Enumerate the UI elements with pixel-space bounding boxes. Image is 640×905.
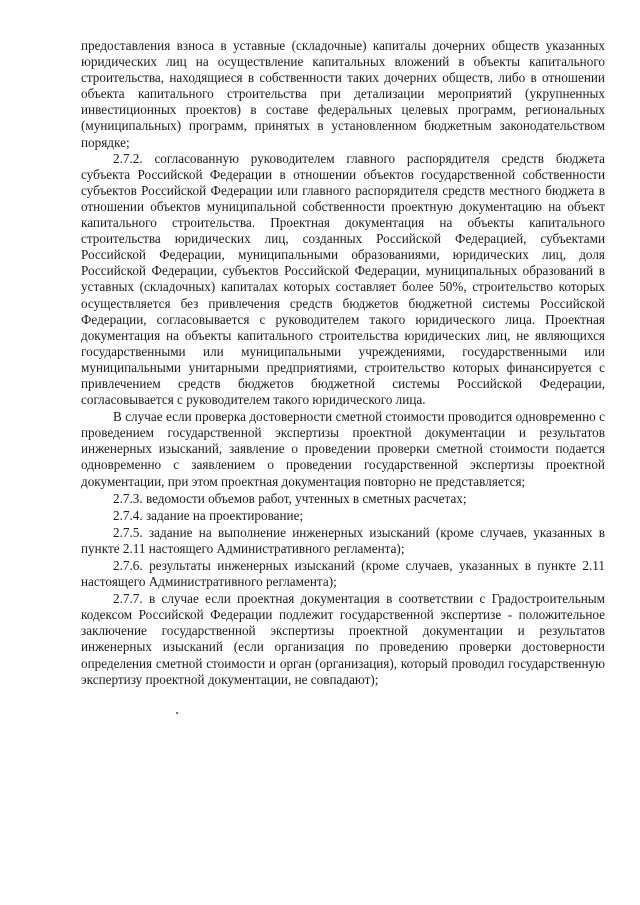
paragraph-2-7-4: 2.7.4. задание на проектирование; [113, 507, 304, 523]
paragraph-2-7-3: 2.7.3. ведомости объемов работ, учтенных в сметных расчетах; [113, 490, 467, 506]
paragraph-2-7-6: 2.7.6. результаты инженерных изысканий (кроме случаев, указанных в пункте 2.11 настоящего Административного регламента); [81, 558, 605, 590]
paragraph-continuation: предоставления взноса в уставные (складочные) капиталы дочерних обществ указанных юридических лиц на осуществление капитальных вложений в объекты капитального строительства, находящиеся в собственности таких дочерних обществ, либо в отношении объекта капитального строительства при детализации мероприятий (укрупненных инвестиционных проектов) в составе федеральных целевых программ, региональных (муниципальных) программ, принятых в установленном бюджетным законодательством порядке; [81, 38, 605, 150]
paragraph-2-7-2: 2.7.2. согласованную руководителем главного распорядителя средств бюджета субъекта Российской Федерации в отношении объектов государственной собственности субъектов Российской Федерации или главного распорядителя средств местного бюджета в отношении объектов муниципальной собственности проектную документацию на объект капитального строительства. Проектная документация на объекты капитального строительства юридических лиц, созданных Российской Федерацией, субъектами Российской Федерации, муниципальными образованиями, юридических лиц, доля Российской Федерации, субъектов Российской Федерации, муниципальных образований в уставных (складочных) капиталах которых составляет более 50%, строительство которых осуществляется без привлечения средств бюджетов бюджетной системы Российской Федерации, согласовывается с руководителем такого юридического лица. Проектная документация на объекты капитального строительства юридических лиц, не являющихся государственными или муниципальными учреждениями, государственными или муниципальными унитарными предприятиями, строительство которых финансируется с привлечением средств бюджетов бюджетной системы Российской Федерации, согласовывается с руководителем такого юридического лица. [81, 150, 605, 408]
paragraph-smeta-check: В случае если проверка достоверности сметной стоимости проводится одновременно с проведением государственной экспертизы проектной документации и результатов инженерных изысканий, заявление о проведении проверки сметной стоимости подается одновременно с заявлением о проведении государственной экспертизы проектной документации, при этом проектная документация повторно не представляется; [81, 409, 605, 489]
paragraph-2-7-5: 2.7.5. задание на выполнение инженерных изысканий (кроме случаев, указанных в пункте 2.11 настоящего Административного регламента); [81, 524, 605, 556]
scan-speck [176, 712, 178, 714]
document-page [81, 38, 605, 688]
paragraph-2-7-7: 2.7.7. в случае если проектная документация в соответствии с Градостроительным кодексом Российской Федерации подлежит государственной экспертизе - положительное заключение государственной экспертизы проектной документации и результатов инженерных изысканий (если организация по проведению проверки достоверности определения сметной стоимости и орган (организация), который проводил государственную экспертизу проектной документации, не совпадают); [81, 591, 605, 687]
